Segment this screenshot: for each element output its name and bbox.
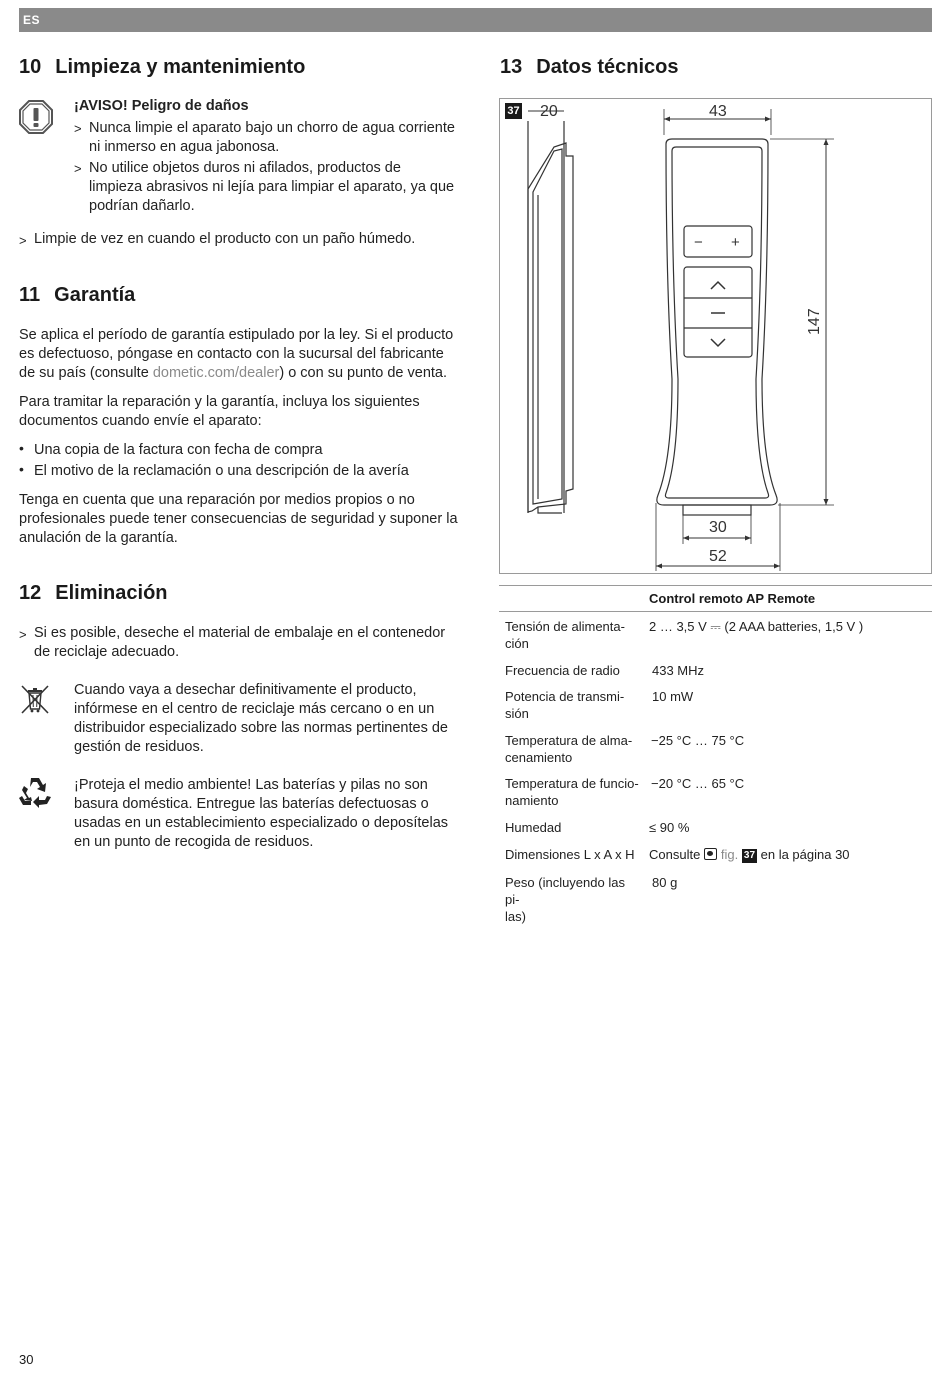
gt-bullet: > xyxy=(74,161,82,176)
section-13-heading xyxy=(500,56,679,79)
table-row-label: Humedad xyxy=(505,820,562,835)
gt-bullet: > xyxy=(74,121,82,136)
table-row-label: Dimensiones L x A x H xyxy=(505,847,635,862)
camera-icon xyxy=(704,848,717,860)
table-row-value: ≤ 90 % xyxy=(649,820,690,835)
language-bar xyxy=(19,8,932,32)
table-row-label: Temperatura de funcio- namiento xyxy=(505,776,639,808)
warning-item-1: Nunca limpie el aparato bajo un chorro de agua corriente ni inmerso en agua jabonosa. xyxy=(89,120,455,155)
disposal-step: Si es posible, deseche el material de embalaje en el contenedor de reciclaje adecuado. xyxy=(34,625,446,660)
minus-key-label: − xyxy=(694,234,703,251)
table-row-value: −25 °C … 75 °C xyxy=(651,733,745,748)
table-row-label: Frecuencia de radio xyxy=(505,663,620,678)
plus-key-label: + xyxy=(731,234,740,251)
table-row-value: 10 mW xyxy=(652,689,694,704)
section-11-heading xyxy=(19,284,135,307)
section-number: 13 xyxy=(500,56,523,78)
dim-width-top: 43 xyxy=(709,103,727,120)
dim-depth: 20 xyxy=(540,103,558,120)
table-row-value: 433 MHz xyxy=(652,663,705,678)
table-row-label: Temperatura de alma- cenamiento xyxy=(505,733,633,765)
figure-37-dimensions xyxy=(499,98,932,574)
weee-paragraph: Cuando vaya a desechar definitivamente el producto, infórmese en el centro de reciclaje más cercano o en un distribuidor especializado sobre las normas pertinentes de gestión de residuos. xyxy=(74,682,448,755)
dim-width-bottom: 52 xyxy=(709,548,727,565)
bullet-dot: • xyxy=(19,461,24,477)
dealer-link[interactable]: dometic.com/dealer xyxy=(152,365,280,381)
remote-drawing xyxy=(500,99,931,573)
table-row-label: Tensión de alimenta- ción xyxy=(505,619,625,651)
dim-height: 147 xyxy=(806,308,823,335)
section-title: Limpieza y mantenimiento xyxy=(55,56,306,78)
section-title: Datos técnicos xyxy=(536,56,679,78)
warning-title: ¡AVISO! Peligro de daños xyxy=(74,98,249,114)
figure-badge: 37 xyxy=(505,103,522,119)
section-number: 11 xyxy=(19,284,41,306)
table-row-value: 80 g xyxy=(652,875,678,890)
warning-item-2: No utilice objetos duros ni afilados, productos de limpieza abrasivos ni lejía para limpiar el aparato, ya que podrían dañarlo. xyxy=(89,160,455,214)
table-row-value: −20 °C … 65 °C xyxy=(651,776,745,791)
cleaning-step: Limpie de vez en cuando el producto con un paño húmedo. xyxy=(34,231,416,247)
warranty-paragraph-3: Tenga en cuenta que una reparación por medios propios o no profesionales puede tener consecuencias de seguridad y suponer la anulación de la garantía. xyxy=(19,492,458,546)
gt-bullet: > xyxy=(19,233,27,248)
table-row-label: Potencia de transmi- sión xyxy=(505,689,625,721)
page-number: 30 xyxy=(19,1352,34,1367)
warranty-bullet-2: El motivo de la reclamación o una descripción de la avería xyxy=(34,463,409,479)
recycling-icon xyxy=(18,776,52,808)
figure-link[interactable]: fig. xyxy=(720,847,739,862)
figure-badge: 37 xyxy=(743,850,756,861)
table-header: Control remoto AP Remote xyxy=(649,591,816,606)
bullet-dot: • xyxy=(19,440,24,456)
section-12-heading xyxy=(19,582,168,605)
section-number: 12 xyxy=(19,582,42,604)
section-10-heading xyxy=(19,56,305,79)
warranty-bullet-1: Una copia de la factura con fecha de compra xyxy=(34,442,323,458)
language-code: ES xyxy=(23,13,41,27)
warranty-paragraph-1: Se aplica el período de garantía estipulado por la ley. Si el producto es defectuoso, póngase en contacto con la sucursal del fabricante de su país (consulte dometic.com/dealer) o con su punto de venta. xyxy=(19,327,454,381)
gt-bullet: > xyxy=(19,627,27,642)
table-top-rule xyxy=(499,585,932,586)
battery-paragraph: ¡Proteja el medio ambiente! Las baterías y pilas no son basura doméstica. Entregue las baterías defectuosas o usadas en un establecimiento especializado o deposítelas en un punto de recogida de residuos. xyxy=(74,777,449,850)
table-row-value: 2 … 3,5 V ⎓ (2 AAA batteries, 1,5 V ) xyxy=(649,619,864,634)
table-row-value: Consulte fig. 37 en la página 30 xyxy=(649,847,850,862)
section-title: Eliminación xyxy=(55,582,168,604)
table-header-rule xyxy=(499,611,932,612)
weee-bin-icon xyxy=(19,683,51,715)
section-number: 10 xyxy=(19,56,42,78)
warning-icon xyxy=(19,100,53,134)
warranty-paragraph-2: Para tramitar la reparación y la garantía, incluya los siguientes documentos cuando envíe el aparato: xyxy=(19,394,420,429)
dim-width-bottom-inner: 30 xyxy=(709,519,727,536)
table-row-label: Peso (incluyendo las pi- las) xyxy=(505,875,625,924)
section-title: Garantía xyxy=(54,284,136,306)
